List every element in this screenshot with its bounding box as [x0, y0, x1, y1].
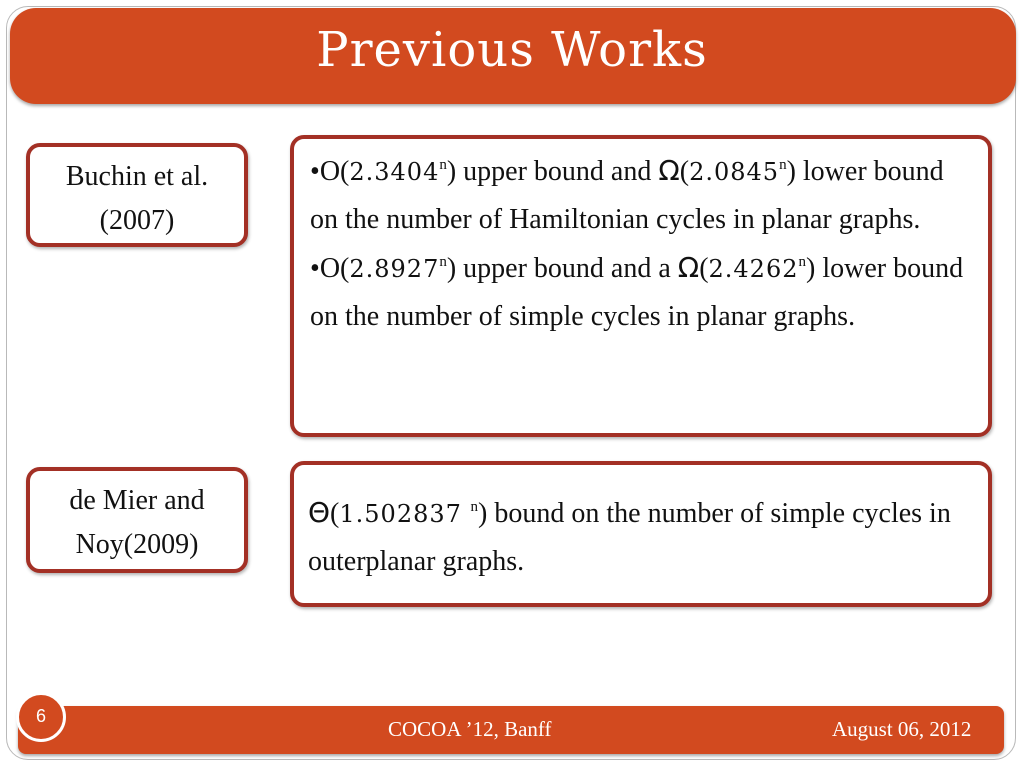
bound-text: ) — [786, 156, 796, 187]
bound-text: ) — [446, 253, 457, 284]
bound-value: 2.8927 — [349, 255, 440, 283]
bound-text: upper bound and a — [456, 253, 678, 284]
bound-text: ( — [699, 253, 709, 284]
bound-statement — [308, 489, 974, 586]
omega-symbol: Ω — [677, 251, 700, 284]
footer-event: COCOA ’12, Banff — [388, 717, 552, 741]
slide-number: 6 — [35, 706, 46, 726]
bound-text: O( — [319, 253, 350, 284]
author-year: Noy(2009) — [75, 529, 199, 560]
author-year: (2007) — [99, 205, 175, 236]
bound-text: lower bound on the number of Hamiltonian cycles in planar graphs. — [310, 156, 944, 235]
bullet-item — [310, 147, 972, 244]
bound-text: O( — [319, 156, 350, 187]
theta-symbol: Θ — [308, 496, 331, 529]
bound-value: 2.4262 — [708, 255, 799, 283]
omega-symbol: Ω — [658, 154, 680, 187]
exponent: n — [470, 499, 479, 515]
exponent: n — [798, 254, 806, 270]
bound-value: 1.502837 — [339, 500, 471, 528]
author-name: de Mier and — [69, 485, 205, 516]
footer-date: August 06, 2012 — [832, 717, 972, 741]
bound-text: ) — [806, 253, 816, 284]
bound-text: lower bound on the number of simple cycles in planar graphs. — [310, 253, 964, 332]
exponent: n — [439, 157, 447, 173]
bound-value: 2.3404 — [349, 158, 440, 186]
bound-text: ) — [478, 498, 488, 529]
author-box-demier — [26, 467, 248, 573]
bound-text: upper bound and — [456, 156, 659, 187]
bound-text: ( — [330, 498, 340, 529]
bullet-icon: • — [310, 156, 320, 187]
exponent: n — [439, 254, 447, 270]
bound-text: bound on the number of simple cycles in outerplanar graphs. — [308, 498, 951, 577]
content-box-demier — [290, 461, 992, 607]
bullet-item — [310, 244, 972, 341]
exponent: n — [779, 157, 787, 173]
bound-text: ) — [446, 156, 457, 187]
slide-title: Previous Works — [316, 22, 708, 78]
bound-text: ( — [679, 156, 690, 187]
bullet-icon: • — [310, 253, 320, 284]
author-box-buchin — [26, 143, 248, 247]
author-name: Buchin et al. — [65, 161, 209, 192]
bound-value: 2.0845 — [689, 158, 780, 186]
content-box-buchin — [290, 135, 992, 437]
